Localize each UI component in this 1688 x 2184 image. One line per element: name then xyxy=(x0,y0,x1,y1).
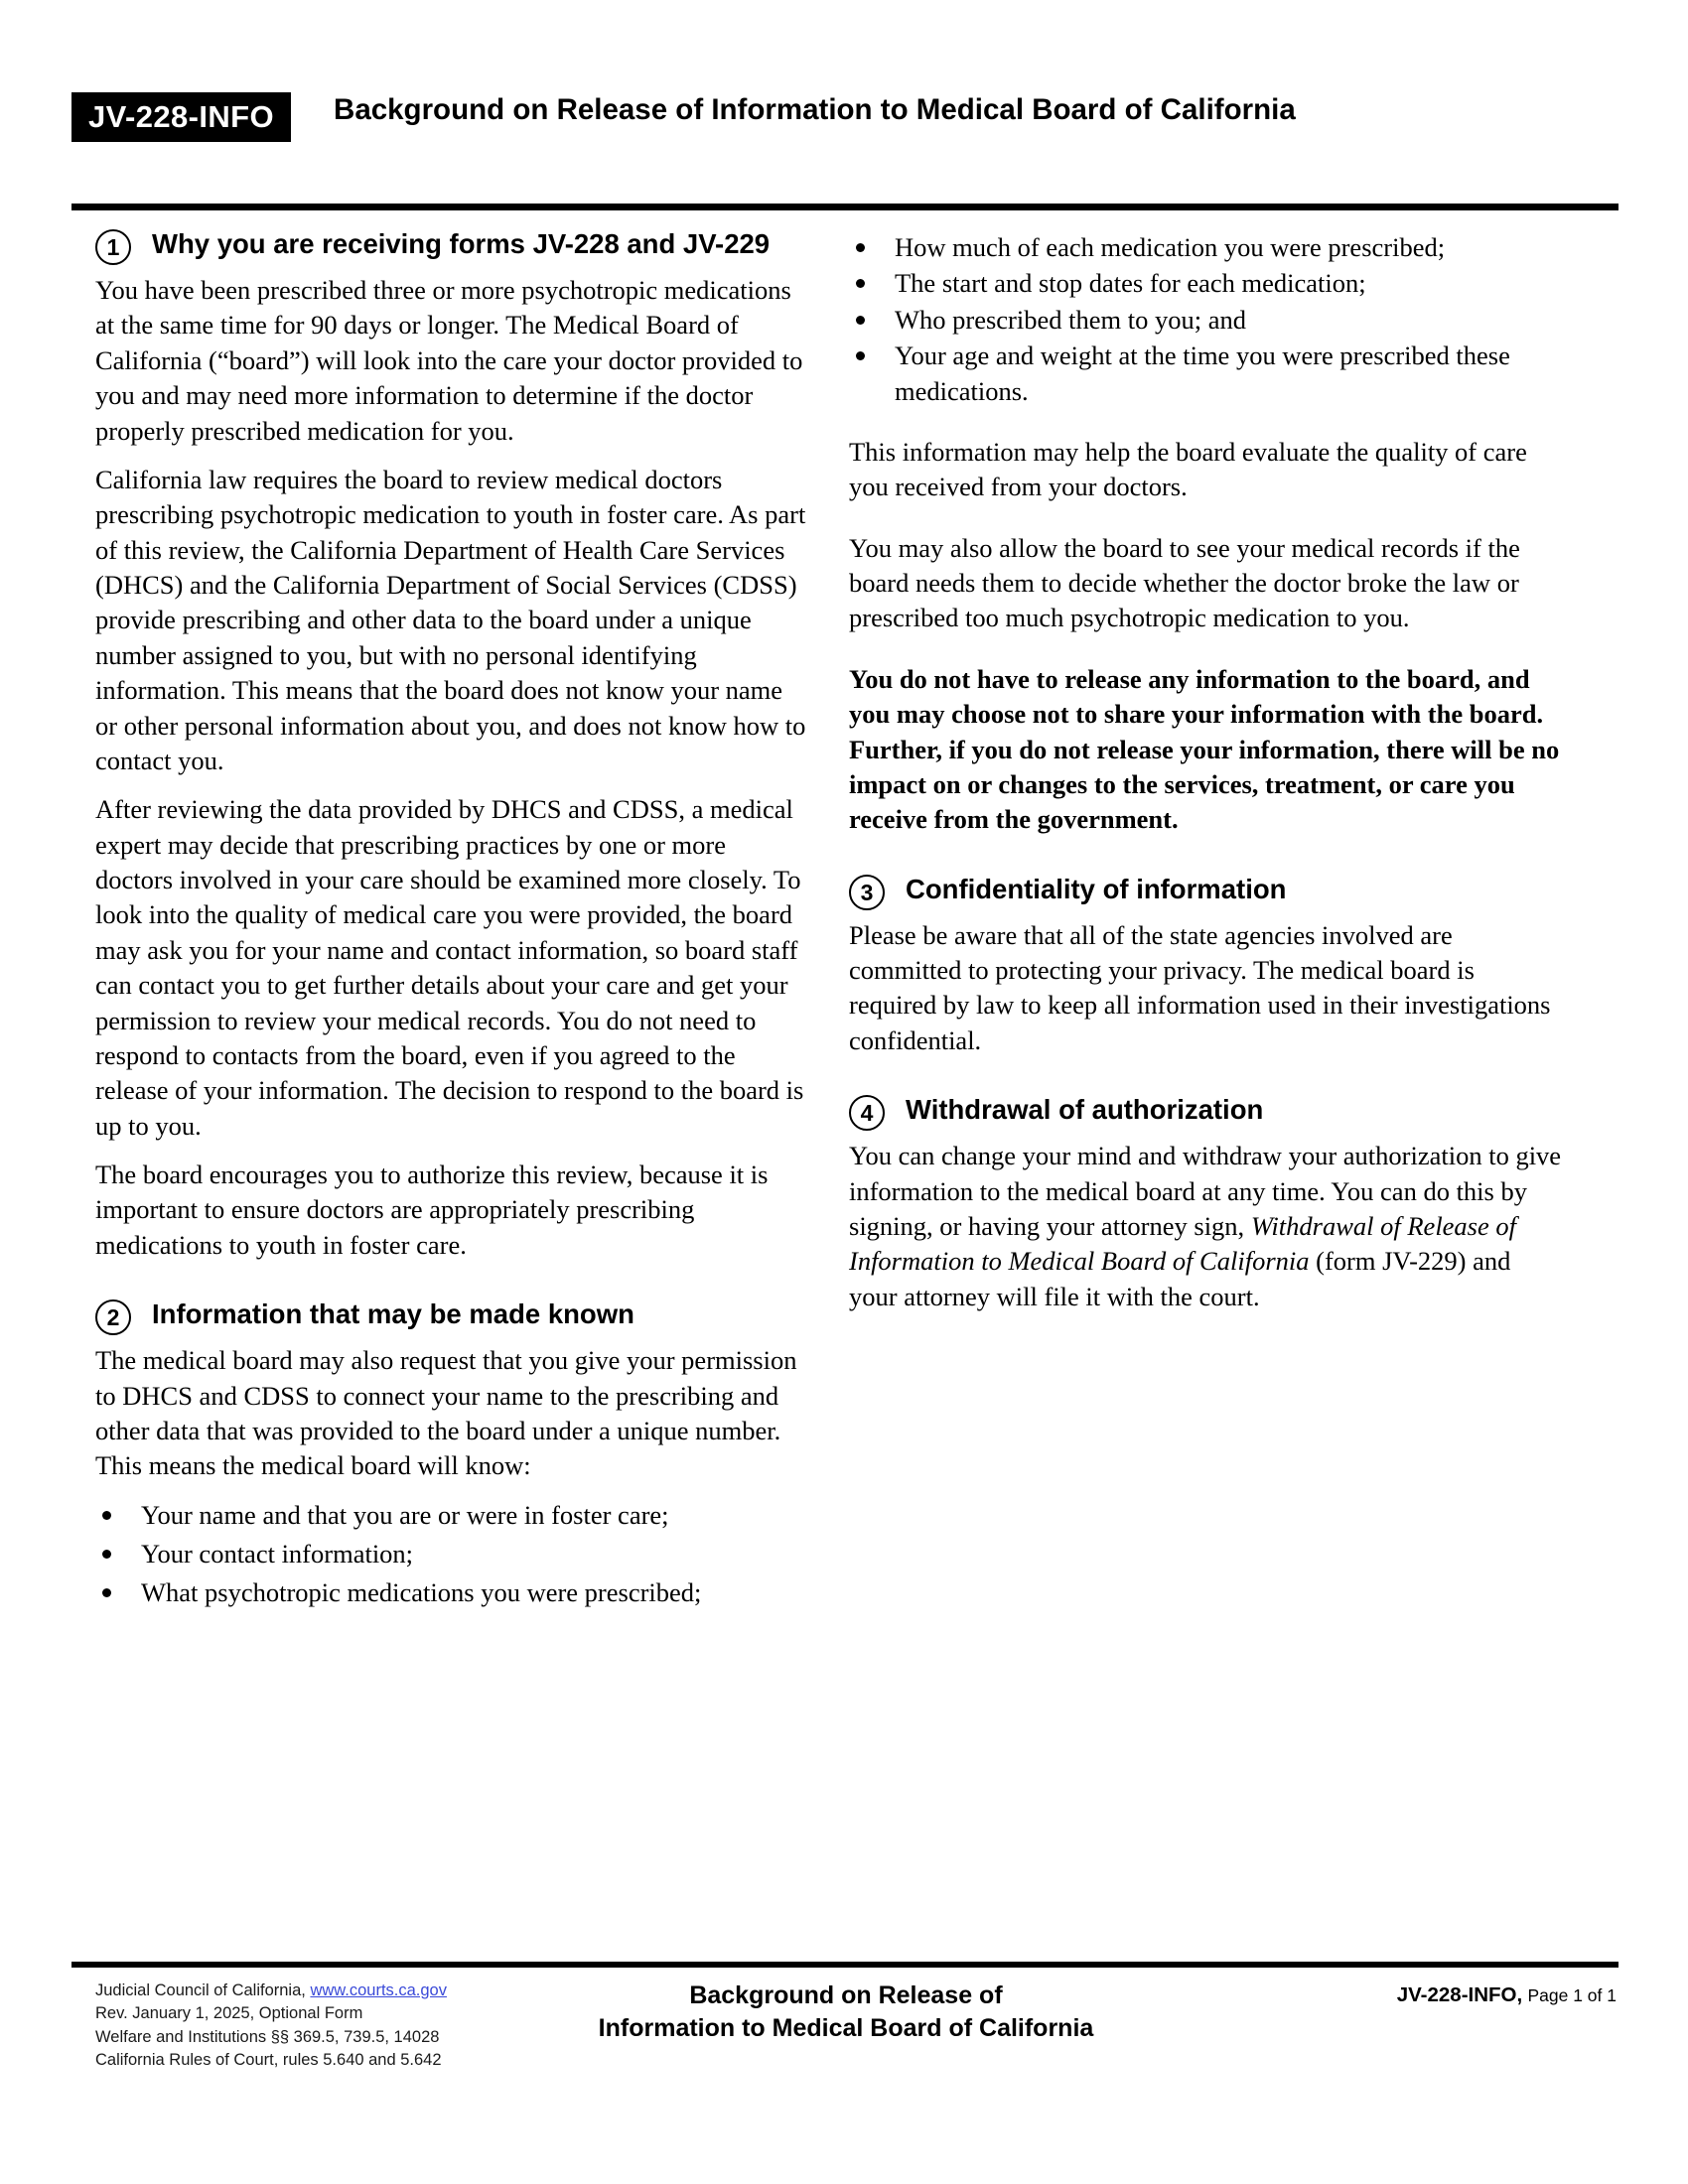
footer-page-info xyxy=(1397,1983,1617,2007)
list-item: What psychotropic medications you were prescribed; xyxy=(95,1575,808,1610)
section-2-intro: The medical board may also request that you give your permission to DHCS and CDSS to connect your name to the prescribing and other data that was provided to the board under a unique number. This means the medical board will know: xyxy=(95,1345,797,1481)
section-title-2: Information that may be made known xyxy=(152,1298,634,1330)
section-4-form-title-italic: Withdrawal of Release of Information to Medical Board of California xyxy=(849,1210,1516,1277)
footer-revision-line: Rev. January 1, 2025, Optional Form xyxy=(95,2004,363,2023)
section-3-paragraph-1: Please be aware that all of the state agencies involved are committed to protecting your privacy. The medical board is required by law to keep all information used in their investigations confidential. xyxy=(849,919,1551,1055)
section-1-paragraph-1: You have been prescribed three or more psychotropic medications at the same time for 90 days or longer. The Medical Board of California (“board”) will look into the care your doctor provided to you and may need more information to determine if the doctor properly prescribed medication for you. xyxy=(95,275,803,446)
document-header xyxy=(71,91,1618,142)
section-2-bold-notice: You do not have to release any information to the board, and you may choose not to share your information with the board. Further, if you do not release your information, there will be no impact on or changes to the services, treatment, or care you receive from the government. xyxy=(849,663,1560,835)
section-1-paragraph-2: California law requires the board to review medical doctors prescribing psychotropic medication to youth in foster care. As part of this review, the California Department of Health Care Services (DHCS) and the California Department of Social Services (CDSS) provide prescribing and other data to the board under a unique number assigned to you, but with no personal identifying information. This means that the board does not know your name or other personal information about you, and does not know how to contact you. xyxy=(95,464,806,775)
section-2-bullet-list-part1 xyxy=(95,1498,808,1611)
section-1-paragraph-3: After reviewing the data provided by DHCS and CDSS, a medical expert may decide that prescribing practices by one or more doctors involved in your care should be examined more closely. To look into the quality of medical care you were provided, the board may ask you for your name and contact information, so board staff can contact you to get further details about your care and get your permission to review your medical records. You do not need to respond to contacts from the board, even if you agreed to the release of your information. The decision to respond to the board is up to you. xyxy=(95,794,804,1141)
section-heading-3 xyxy=(849,872,1562,910)
list-item: Your name and that you are or were in foster care; xyxy=(95,1498,808,1533)
footer-council-prefix: Judicial Council of California, xyxy=(95,1981,311,1999)
section-number-circle-2: 2 xyxy=(95,1299,131,1335)
footer-title-line-2: Information to Medical Board of California xyxy=(598,2014,1094,2042)
footer-form-title xyxy=(449,1979,1243,2045)
footer-rules-line: California Rules of Court, rules 5.640 and 5.642 xyxy=(95,2051,442,2070)
footer-form-number: JV-228-INFO, xyxy=(1396,1983,1523,2006)
footer-divider-rule xyxy=(71,1962,1618,1968)
form-number-badge: JV-228-INFO xyxy=(71,92,291,142)
section-2-paragraph-after-bullets-1: This information may help the board evaluate the quality of care you received from your doctors. xyxy=(849,436,1527,502)
header-divider-rule xyxy=(71,204,1618,210)
section-heading-2 xyxy=(95,1297,808,1335)
section-2-paragraph-after-bullets-2: You may also allow the board to see your medical records if the board needs them to decide whether the doctor broke the law or prescribed too much psychotropic medication to you. xyxy=(849,532,1520,633)
document-footer xyxy=(71,1978,1618,2087)
section-1-paragraph-4: The board encourages you to authorize this review, because it is important to ensure doctors are appropriately prescribing medications to youth in foster care. xyxy=(95,1160,769,1260)
section-4-text-part2: (form JV-229) and your attorney will file it with the court. xyxy=(849,1246,1511,1311)
page-title: Background on Release of Information to Medical Board of California xyxy=(334,93,1296,126)
section-title-4: Withdrawal of authorization xyxy=(906,1094,1264,1126)
section-title-3: Confidentiality of information xyxy=(906,873,1287,904)
list-item: The start and stop dates for each medication; xyxy=(849,266,1562,301)
section-4-text-part1: You can change your mind and withdraw your authorization to give information to the medical board at any time. You can do this by signing, or having your attorney sign, xyxy=(849,1141,1562,1241)
left-column xyxy=(95,226,808,1621)
list-item: Who prescribed them to you; and xyxy=(849,303,1562,338)
section-title-1: Why you are receiving forms JV-228 and JV-229 xyxy=(152,228,771,259)
footer-citation-block xyxy=(95,1979,447,2073)
section-4-paragraph-1 xyxy=(849,1139,1562,1314)
courts-website-link[interactable]: www.courts.ca.gov xyxy=(310,1981,447,1999)
section-2-bullet-list-part2 xyxy=(849,230,1562,409)
section-number-circle-1: 1 xyxy=(95,229,131,265)
section-number-circle-3: 3 xyxy=(849,875,885,910)
footer-title-line-1: Background on Release of xyxy=(689,1981,1003,2009)
section-heading-1 xyxy=(95,226,808,265)
footer-council-line xyxy=(95,1979,447,2002)
list-item: How much of each medication you were prescribed; xyxy=(849,230,1562,265)
list-item: Your contact information; xyxy=(95,1537,808,1571)
right-column xyxy=(849,226,1562,1328)
footer-statute-line: Welfare and Institutions §§ 369.5, 739.5, 14028 xyxy=(95,2027,440,2046)
section-heading-4 xyxy=(849,1092,1562,1131)
footer-page-number: Page 1 of 1 xyxy=(1527,1985,1617,2005)
list-item: Your age and weight at the time you were prescribed these medications. xyxy=(849,339,1562,409)
section-number-circle-4: 4 xyxy=(849,1095,885,1131)
